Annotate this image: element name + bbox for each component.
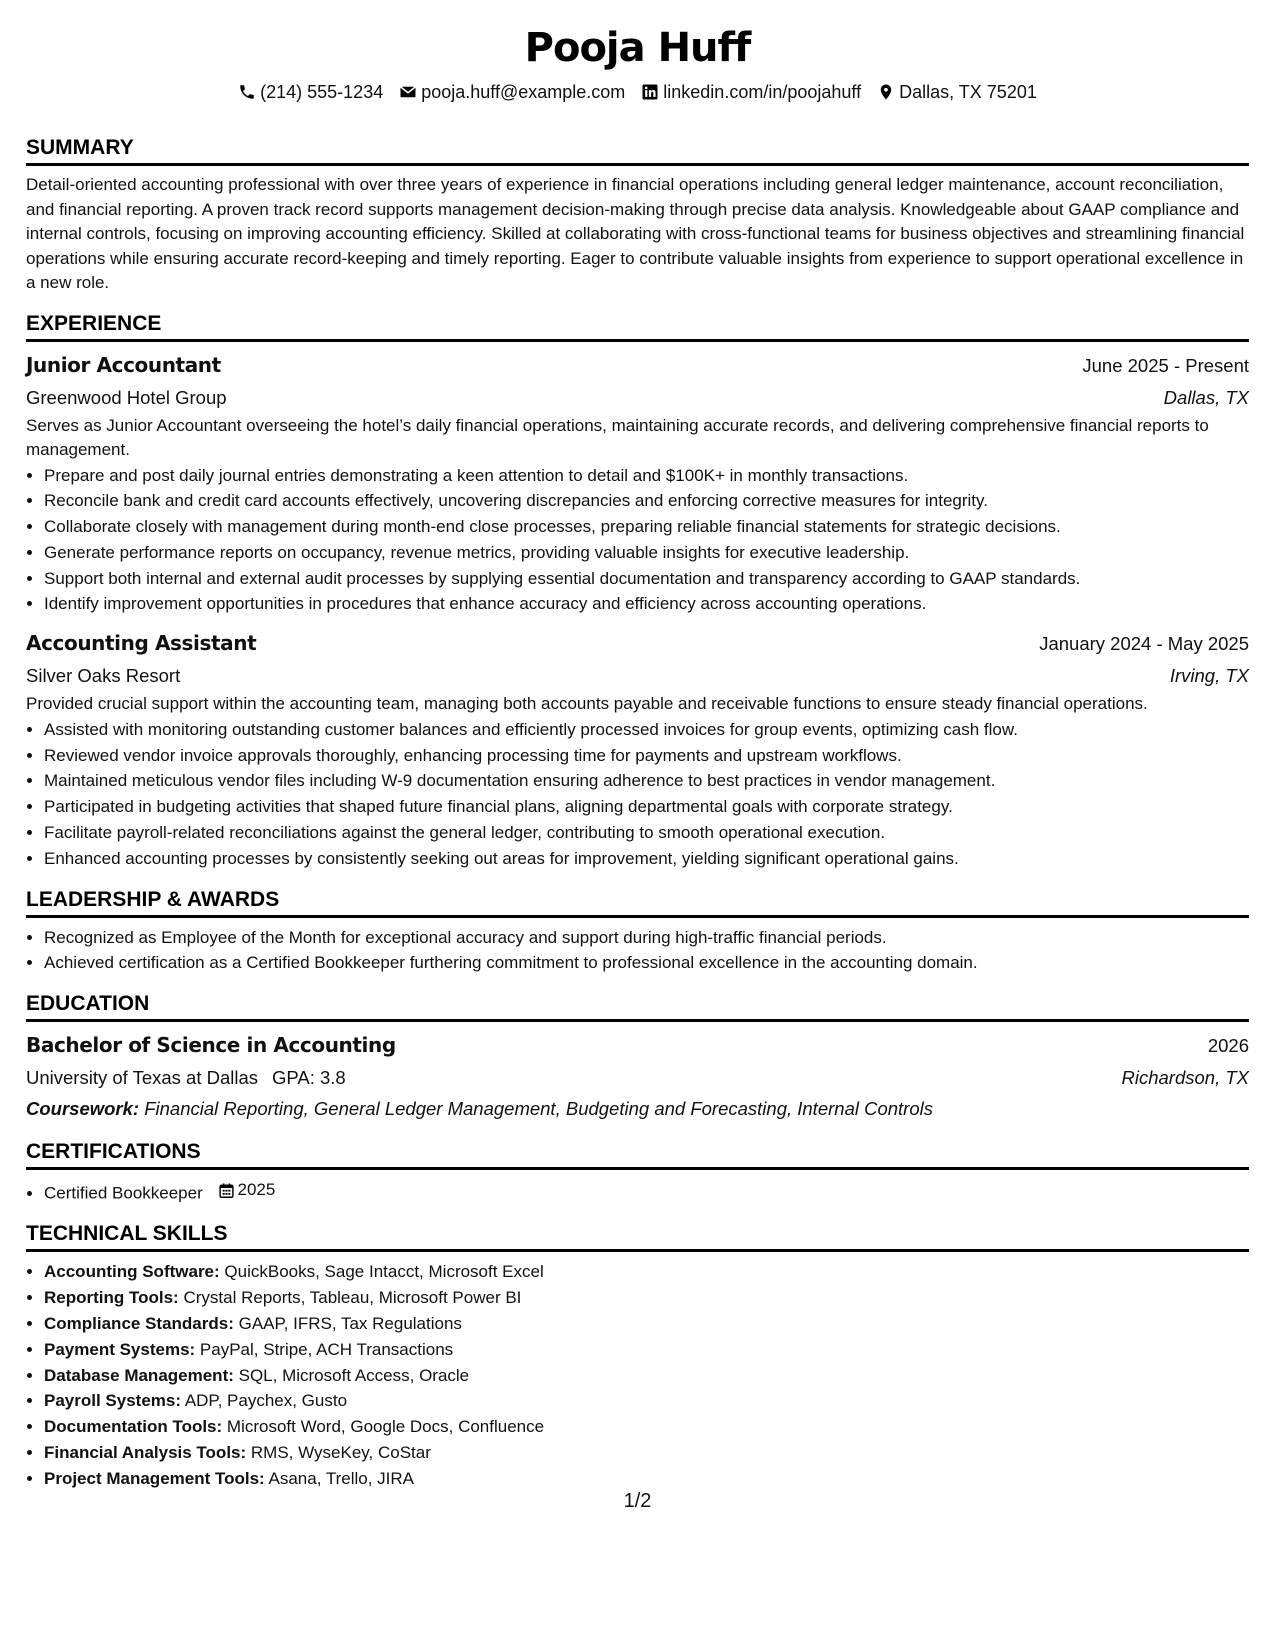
job-bullets [26,463,1249,618]
list-item: • Support both internal and external audit processes by supplying essential documentation and transparency according to GAAP standards. [44,566,1249,592]
skill-label: Project Management Tools: [44,1468,265,1488]
list-item [44,1466,1249,1492]
certification-name: Certified Bookkeeper [44,1183,203,1203]
list-item: • Prepare and post daily journal entries demonstrating a keen attention to detail and $100K+ in monthly transactions. [44,463,1249,489]
section-title: CERTIFICATIONS [26,1138,1249,1170]
phone-text: (214) 555-1234 [260,81,384,102]
email-link[interactable]: pooja.huff@example.com [421,81,626,102]
list-item: • Reviewed vendor invoice approvals thoroughly, enhancing processing time for payments and upstream workflows. [44,743,1249,769]
leadership-section [26,886,1249,977]
list-item: • Collaborate closely with management during month-end close processes, preparing reliable financial statements for strategic decisions. [44,514,1249,540]
list-item: • Recognized as Employee of the Month for exceptional accuracy and support during high-traffic financial periods. [44,925,1249,951]
job-dates: January 2024 - May 2025 [1039,633,1249,655]
location-text: Dallas, TX 75201 [899,81,1037,102]
list-item [44,1363,1249,1389]
list-item [44,1259,1249,1285]
job-bullets [26,717,1249,872]
skill-value: RMS, WyseKey, CoStar [250,1442,431,1462]
skill-label: Payment Systems: [44,1339,196,1359]
company-name: Greenwood Hotel Group [26,386,227,408]
skill-label: Documentation Tools: [44,1417,223,1437]
gpa-text: GPA: 3.8 [272,1067,346,1089]
degree-title: Bachelor of Science in Accounting [26,1033,396,1058]
section-title: LEADERSHIP & AWARDS [26,886,1249,918]
company-name: Silver Oaks Resort [26,665,181,687]
candidate-name: Pooja Huff [524,25,751,71]
list-item: • Enhanced accounting processes by consistently seeking out areas for improvement, yielding significant operational gains. [44,846,1249,872]
phone-icon [238,83,256,101]
list-item: • Reconcile bank and credit card accounts effectively, uncovering discrepancies and enforcing corrective measures for integrity. [44,488,1249,514]
school-name: University of Texas at Dallas [26,1067,259,1089]
job-entry [26,349,1249,618]
job-title: Accounting Assistant [26,631,257,656]
coursework-label: Coursework: [26,1098,140,1120]
contact-location [877,82,1037,103]
page-number: 1/2 [623,1490,652,1512]
contact-bar [26,80,1249,104]
list-item: • Facilitate payroll-related reconciliations against the general ledger, contributing to smooth operational execution. [44,820,1249,846]
skill-value: SQL, Microsoft Access, Oracle [238,1365,470,1385]
job-location: Irving, TX [1169,665,1249,687]
list-item [44,1337,1249,1363]
experience-section [26,310,1249,872]
section-title: SUMMARY [26,134,1249,166]
linkedin-link[interactable]: linkedin.com/in/poojahuff [663,81,862,102]
linkedin-icon [641,83,659,101]
skill-value: GAAP, IFRS, Tax Regulations [238,1313,462,1333]
list-item: • Participated in budgeting activities that shaped future financial plans, aligning departmental goals with corporate strategy. [44,794,1249,820]
contact-email[interactable] [399,82,625,103]
skill-value: QuickBooks, Sage Intacct, Microsoft Excel [224,1262,544,1282]
certifications-section [26,1138,1249,1206]
job-location: Dallas, TX [1163,386,1249,408]
section-title: EXPERIENCE [26,310,1249,342]
job-dates: June 2025 - Present [1082,354,1249,376]
list-item [44,1414,1249,1440]
skill-label: Payroll Systems: [44,1391,182,1411]
section-title: TECHNICAL SKILLS [26,1220,1249,1252]
certification-year: 2025 [237,1180,276,1200]
leadership-bullets [26,925,1249,977]
contact-linkedin[interactable] [641,82,861,103]
list-item: • Generate performance reports on occupancy, revenue metrics, providing valuable insights for executive leadership. [44,540,1249,566]
skill-value: Asana, Trello, JIRA [268,1468,415,1488]
coursework-text: Financial Reporting, General Ledger Management, Budgeting and Forecasting, Internal Controls [144,1098,933,1120]
skill-value: ADP, Paychex, Gusto [184,1391,348,1411]
skills-section [26,1220,1249,1491]
list-item [44,1177,1249,1206]
education-section [26,990,1249,1124]
skill-label: Financial Analysis Tools: [44,1442,247,1462]
skill-value: Microsoft Word, Google Docs, Confluence [226,1417,545,1437]
list-item [44,1311,1249,1337]
skill-label: Reporting Tools: [44,1288,179,1308]
list-item: • Identify improvement opportunities in procedures that enhance accuracy and efficiency across accounting operations. [44,591,1249,617]
skill-label: Compliance Standards: [44,1313,234,1333]
skill-label: Accounting Software: [44,1262,220,1282]
school-location: Richardson, TX [1121,1067,1249,1089]
calendar-icon [218,1182,235,1199]
list-item: • Achieved certification as a Certified Bookkeeper furthering commitment to professional excellence in the accounting domain. [44,950,1249,976]
job-title: Junior Accountant [26,352,221,377]
contact-phone [238,82,383,103]
skill-label: Database Management: [44,1365,234,1385]
job-entry [26,627,1249,871]
envelope-icon [399,83,417,101]
list-item: • Maintained meticulous vendor files including W-9 documentation ensuring adherence to best practices in vendor management. [44,768,1249,794]
job-description: Provided crucial support within the accounting team, managing both accounts payable and receivable functions to ensure steady financial operations. [26,694,1148,714]
certification-list [26,1177,1249,1206]
list-item [44,1440,1249,1466]
skill-value: Crystal Reports, Tableau, Microsoft Power BI [183,1288,522,1308]
map-marker-icon [877,83,895,101]
coursework [26,1094,1249,1124]
list-item [44,1388,1249,1414]
job-description: Serves as Junior Accountant overseeing the hotel’s daily financial operations, maintaining accurate records, and delivering comprehensive financial reports to management. [26,415,1209,459]
skill-value: PayPal, Stripe, ACH Transactions [199,1339,454,1359]
list-item [44,1285,1249,1311]
summary-section [26,134,1249,296]
list-item: • Assisted with monitoring outstanding customer balances and efficiently processed invoices for group events, optimizing cash flow. [44,717,1249,743]
summary-text: Detail-oriented accounting professional with over three years of experience in financial operations including general ledger maintenance, account reconciliation, and financial reporting. A proven track record supports management decision-making through precise data analysis. Knowledgeable about GAAP compliance and internal controls, focusing on improving accounting efficiency. Skilled at collaborating with cross-functional teams for business objectives and streamlining financial operations while ensuring accurate record-keeping and timely reporting. Eager to contribute valuable insights from experience to support operational excellence in a new role. [26,175,1245,292]
section-title: EDUCATION [26,990,1249,1022]
graduation-year: 2026 [1207,1035,1249,1057]
skills-list [26,1259,1249,1491]
